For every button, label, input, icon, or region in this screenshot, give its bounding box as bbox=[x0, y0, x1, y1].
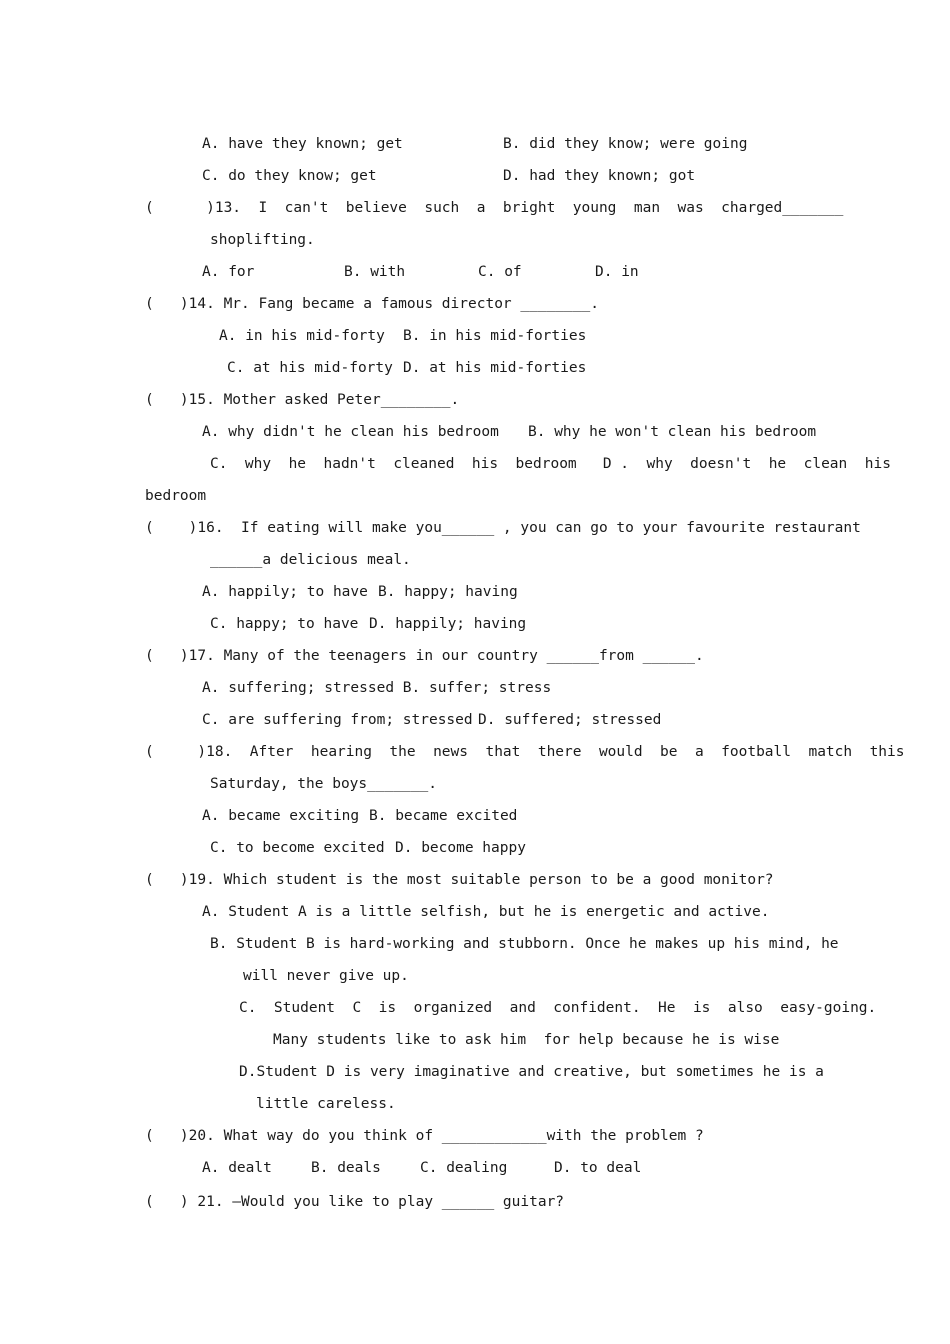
q13-option-a: A. for bbox=[202, 264, 255, 280]
q14-stem: ( )14. Mr. Fang became a famous director ________. bbox=[145, 296, 599, 312]
q14-option-c: C. at his mid-forty bbox=[227, 360, 393, 376]
q18-stem: ( )18. After hearing the news that there would be a football match this bbox=[145, 744, 905, 760]
q17-option-d: D. suffered; stressed bbox=[478, 712, 662, 728]
q15-stem: ( )15. Mother asked Peter________. bbox=[145, 392, 460, 408]
q19-option-c-continued: Many students like to ask him for help because he is wise bbox=[273, 1032, 780, 1048]
q13-stem: ( )13. I can't believe such a bright young man was charged_______ bbox=[145, 200, 844, 216]
q15-options-continued: bedroom bbox=[145, 488, 207, 504]
q14-option-d: D. at his mid-forties bbox=[403, 360, 587, 376]
q20-option-d: D. to deal bbox=[554, 1160, 642, 1176]
q14-option-a: A. in his mid-forty bbox=[219, 328, 385, 344]
q21-stem: ( ) 21. —Would you like to play ______ guitar? bbox=[145, 1194, 565, 1210]
q16-stem: ( )16. If eating will make you______ , you can go to your favourite restaurant bbox=[145, 520, 861, 536]
q17-stem: ( )17. Many of the teenagers in our country ______from ______. bbox=[145, 648, 704, 664]
q19-option-d: D.Student D is very imaginative and creative, but sometimes he is a bbox=[239, 1064, 824, 1080]
q19-stem: ( )19. Which student is the most suitable person to be a good monitor? bbox=[145, 872, 774, 888]
q16-option-b: B. happy; having bbox=[378, 584, 518, 600]
q17-options-a-b: A. suffering; stressed B. suffer; stress bbox=[202, 680, 552, 696]
q15-option-b: B. why he won't clean his bedroom bbox=[528, 424, 817, 440]
q18-option-b: B. became excited bbox=[369, 808, 518, 824]
q14-option-b: B. in his mid-forties bbox=[403, 328, 587, 344]
q15-options-c-d: C. why he hadn't cleaned his bedroom D . why doesn't he clean his bbox=[210, 456, 891, 472]
q12-option-a: A. have they known; get bbox=[202, 136, 403, 152]
q12-option-c: C. do they know; get bbox=[202, 168, 377, 184]
q15-option-a: A. why didn't he clean his bedroom bbox=[202, 424, 499, 440]
q17-option-c: C. are suffering from; stressed bbox=[202, 712, 473, 728]
q12-option-b: B. did they know; were going bbox=[503, 136, 748, 152]
q16-option-d: D. happily; having bbox=[369, 616, 527, 632]
q18-option-d: D. become happy bbox=[395, 840, 526, 856]
q20-option-c: C. dealing bbox=[420, 1160, 508, 1176]
q20-stem: ( )20. What way do you think of ____________with the problem ? bbox=[145, 1128, 704, 1144]
q13-option-b: B. with bbox=[344, 264, 406, 280]
q13-stem-continued: shoplifting. bbox=[210, 232, 315, 248]
q19-option-b: B. Student B is hard-working and stubborn. Once he makes up his mind, he bbox=[210, 936, 839, 952]
q20-option-a: A. dealt bbox=[202, 1160, 272, 1176]
q16-option-a: A. happily; to have bbox=[202, 584, 368, 600]
q16-option-c: C. happy; to have bbox=[210, 616, 359, 632]
q13-option-d: D. in bbox=[595, 264, 639, 280]
q18-option-a: A. became exciting bbox=[202, 808, 360, 824]
q18-option-c: C. to become excited bbox=[210, 840, 385, 856]
q19-option-c: C. Student C is organized and confident. He is also easy-going. bbox=[239, 1000, 877, 1016]
q18-stem-continued: Saturday, the boys_______. bbox=[210, 776, 437, 792]
q13-option-c: C. of bbox=[478, 264, 522, 280]
q16-stem-continued: ______a delicious meal. bbox=[210, 552, 411, 568]
q19-option-b-continued: will never give up. bbox=[243, 968, 409, 984]
q19-option-d-continued: little careless. bbox=[256, 1096, 396, 1112]
q12-option-d: D. had they known; got bbox=[503, 168, 696, 184]
q20-option-b: B. deals bbox=[311, 1160, 381, 1176]
q19-option-a: A. Student A is a little selfish, but he is energetic and active. bbox=[202, 904, 770, 920]
